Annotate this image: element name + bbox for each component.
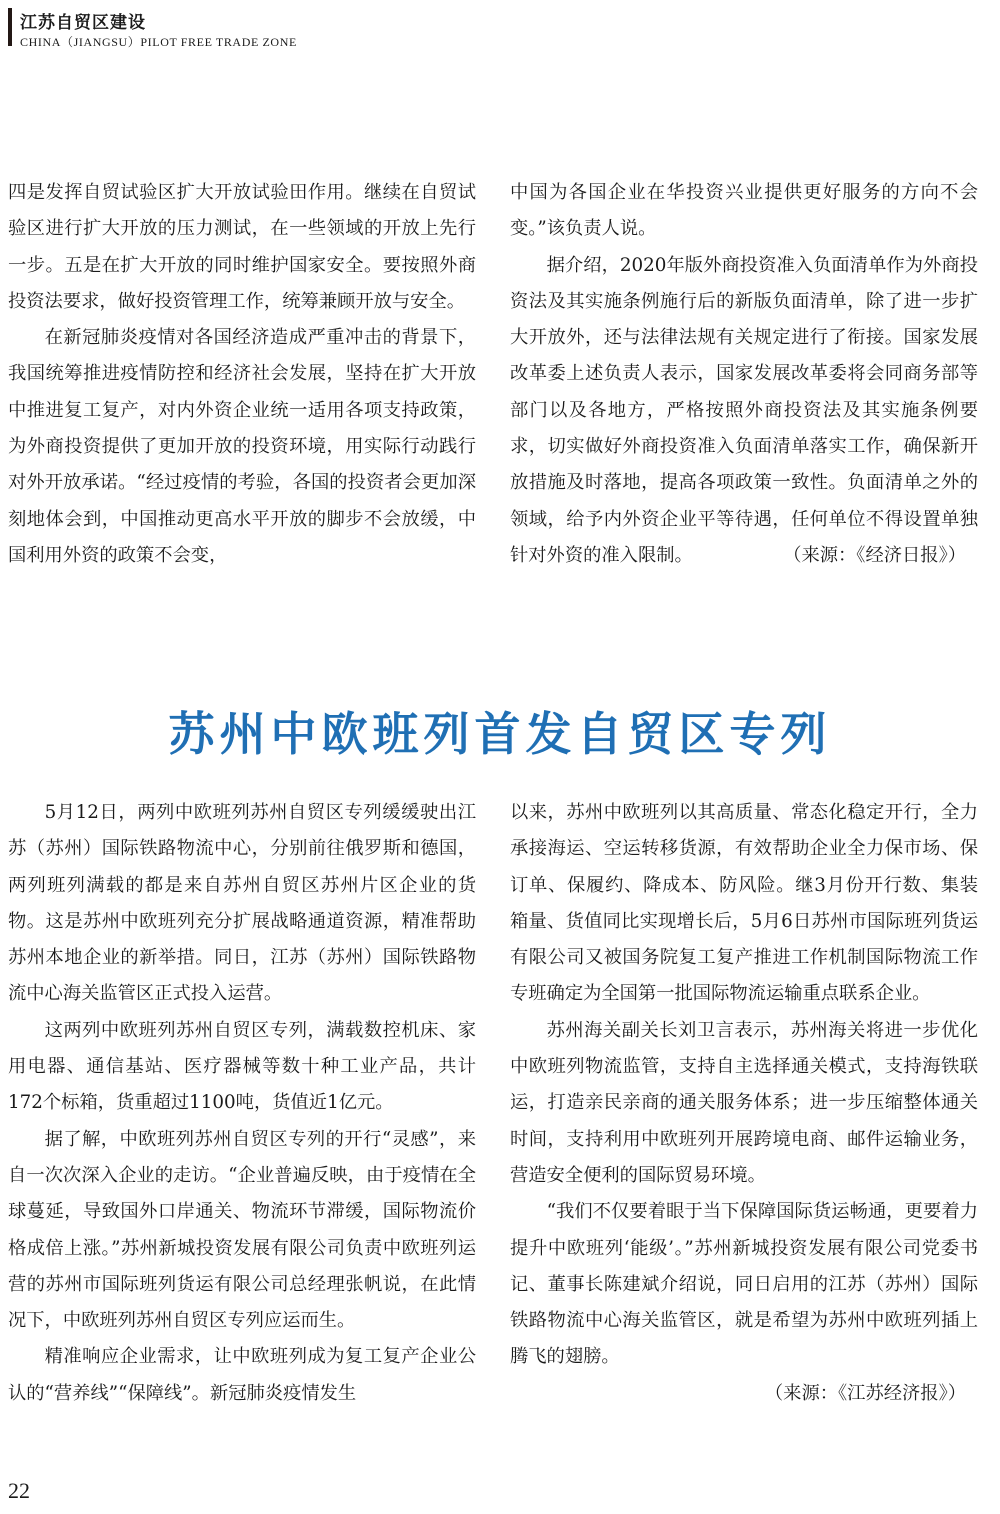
paragraph xyxy=(510,248,978,575)
source-credit: （来源：《经济日报》） xyxy=(783,544,966,566)
paragraph: 5月12日，两列中欧班列苏州自贸区专列缓缓驶出江苏（苏州）国际铁路物流中心，分别前往俄罗斯和德国，两列班列满载的都是来自苏州自贸区苏州片区企业的货物。这是苏州中欧班列充分扩展战略通道资源，精准帮助苏州本地企业的新举措。同日，江苏（苏州）国际铁路物流中心海关监管区正式投入运营。 xyxy=(8,802,476,1005)
source-credit: （来源：《江苏经济报》） xyxy=(764,1382,966,1404)
bottom-article-left-column xyxy=(8,795,476,1412)
paragraph: 以来，苏州中欧班列以其高质量、常态化稳定开行，全力承接海运、空运转移货源，有效帮助企业全力保市场、保订单、保履约、降成本、防风险。继3月份开行数、集装箱量、货值同比实现增长后，5月6日苏州市国际班列货运有限公司又被国务院复工复产推进工作机制国际物流工作专班确定为全国第一批国际物流运输重点联系企业。 xyxy=(510,802,978,1005)
top-article-right-column xyxy=(510,175,978,574)
paragraph: 四是发挥自贸试验区扩大开放试验田作用。继续在自贸试验区进行扩大开放的压力测试，在一些领域的开放上先行一步。五是在扩大开放的同时维护国家安全。要按照外商投资法要求，做好投资管理工作，统筹兼顾开放与安全。 xyxy=(8,182,476,312)
top-article-left-column xyxy=(8,175,476,574)
paragraph: 中国为各国企业在华投资兴业提供更好服务的方向不会变。”该负责人说。 xyxy=(510,182,978,240)
bottom-article-right-column xyxy=(510,795,978,1412)
paragraph: 据了解，中欧班列苏州自贸区专列的开行“灵感”，来自一次次深入企业的走访。“企业普遍反映，由于疫情在全球蔓延，导致国外口岸通关、物流环节滞缓，国际物流价格成倍上涨。”苏州新城投资发展有限公司负责中欧班列运营的苏州市国际班列货运有限公司总经理张帆说，在此情况下，中欧班列苏州自贸区专列应运而生。 xyxy=(8,1128,476,1332)
article-title: 苏州中欧班列首发自贸区专列 xyxy=(168,707,832,761)
header-accent-bar xyxy=(8,8,12,46)
paragraph: 精准响应企业需求，让中欧班列成为复工复产企业公认的“营养线”“保障线”。新冠肺炎疫情发生 xyxy=(8,1346,476,1404)
paragraph: 苏州海关副关长刘卫言表示，苏州海关将进一步优化中欧班列物流监管，支持自主选择通关模式，支持海铁联运，打造亲民亲商的通关服务体系；进一步压缩整体通关时间，支持利用中欧班列开展跨境电商、邮件运输业务，营造安全便利的国际贸易环境。 xyxy=(510,1019,978,1186)
paragraph: 在新冠肺炎疫情对各国经济造成严重冲击的背景下，我国统筹推进疫情防控和经济社会发展，坚持在扩大开放中推进复工复产，对内外资企业统一适用各项支持政策，为外商投资提供了更加开放的投资环境，用实际行动践行对外开放承诺。“经过疫情的考验，各国的投资者会更加深刻地体会到，中国推动更高水平开放的脚步不会放缓，中国利用外资的政策不会变， xyxy=(8,327,476,566)
paragraph: “我们不仅要着眼于当下保障国际货运畅通，更要着力提升中欧班列‘能级’。”苏州新城投资发展有限公司党委书记、董事长陈建斌介绍说，同日启用的江苏（苏州）国际铁路物流中心海关监管区，就是希望为苏州中欧班列插上腾飞的翅膀。 xyxy=(510,1201,978,1368)
paragraph: 这两列中欧班列苏州自贸区专列，满载数控机床、家用电器、通信基站、医疗器械等数十种工业产品，共计172个标箱，货重超过1100吨，货值近1亿元。 xyxy=(8,1019,476,1114)
paragraph-text: 据介绍，2020年版外商投资准入负面清单作为外商投资法及其实施条例施行后的新版负面清单，除了进一步扩大开放外，还与法律法规有关规定进行了衔接。国家发展改革委上述负责人表示，国家发展改革委将会同商务部等部门以及各地方，严格按照外商投资法及其实施条例要求，切实做好外商投资准入负面清单落实工作，确保新开放措施及时落地，提高各项政策一致性。负面清单之外的领域，给予内外资企业平等待遇，任何单位不得设置单独针对外资的准入限制。 xyxy=(510,254,978,566)
page-number: 22 xyxy=(8,1478,30,1503)
header-title-cn: 江苏自贸区建设 xyxy=(20,13,146,33)
header-title-en: CHINA（JIANGSU）PILOT FREE TRADE ZONE xyxy=(20,35,297,49)
